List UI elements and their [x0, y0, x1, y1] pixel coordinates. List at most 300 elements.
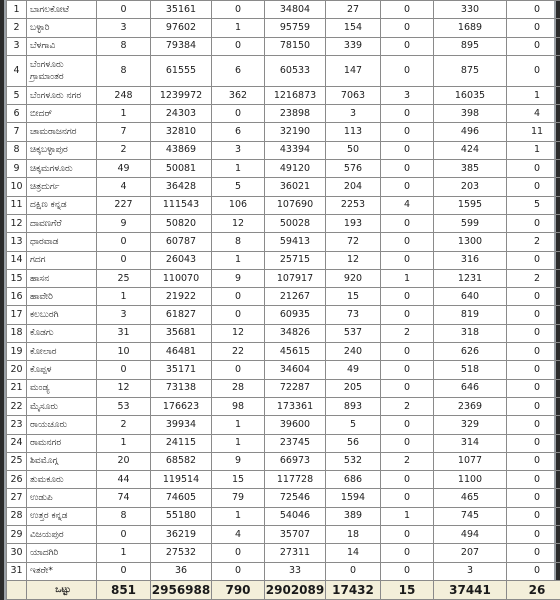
value-cell-1: 12 — [97, 379, 151, 397]
value-cell-6: 2 — [381, 397, 434, 415]
value-cell-3: 22 — [212, 343, 265, 361]
district-name-cell: ಬಾಗಲಕೋಟೆ — [27, 1, 97, 19]
value-cell-3: 0 — [212, 37, 265, 55]
table-row — [7, 379, 560, 397]
value-cell-5: 27 — [326, 1, 381, 19]
value-cell-8: 0 — [507, 544, 560, 562]
value-cell-2: 55180 — [151, 507, 212, 525]
value-cell-3: 6 — [212, 55, 265, 86]
serial-number-cell: 15 — [7, 269, 27, 287]
value-cell-7: 465 — [434, 489, 507, 507]
serial-number-cell: 8 — [7, 141, 27, 159]
district-name-cell: ಮೈಸೂರು — [27, 397, 97, 415]
value-cell-6: 0 — [381, 306, 434, 324]
serial-number-cell: 27 — [7, 489, 27, 507]
value-cell-3: 0 — [212, 1, 265, 19]
value-cell-4: 39600 — [265, 416, 326, 434]
value-cell-1: 74 — [97, 489, 151, 507]
total-value-cell-4: 2902089 — [265, 580, 326, 599]
value-cell-4: 59413 — [265, 233, 326, 251]
value-cell-3: 0 — [212, 306, 265, 324]
district-name-cell: ಇತರೇ* — [27, 562, 97, 580]
value-cell-1: 8 — [97, 55, 151, 86]
value-cell-6: 0 — [381, 233, 434, 251]
value-cell-3: 9 — [212, 452, 265, 470]
district-name-cell: ಹಾಸನ — [27, 269, 97, 287]
serial-number-cell: 30 — [7, 544, 27, 562]
value-cell-1: 44 — [97, 471, 151, 489]
value-cell-2: 119514 — [151, 471, 212, 489]
value-cell-1: 1 — [97, 288, 151, 306]
value-cell-1: 4 — [97, 178, 151, 196]
value-cell-3: 5 — [212, 178, 265, 196]
value-cell-7: 424 — [434, 141, 507, 159]
value-cell-5: 12 — [326, 251, 381, 269]
serial-number-cell: 20 — [7, 361, 27, 379]
value-cell-4: 72546 — [265, 489, 326, 507]
value-cell-4: 60533 — [265, 55, 326, 86]
value-cell-8: 1 — [507, 86, 560, 104]
value-cell-7: 16035 — [434, 86, 507, 104]
value-cell-1: 1 — [97, 105, 151, 123]
value-cell-6: 0 — [381, 1, 434, 19]
value-cell-8: 2 — [507, 233, 560, 251]
table-row — [7, 178, 560, 196]
value-cell-3: 1 — [212, 160, 265, 178]
value-cell-5: 193 — [326, 214, 381, 232]
value-cell-3: 0 — [212, 105, 265, 123]
value-cell-4: 34804 — [265, 1, 326, 19]
value-cell-8: 4 — [507, 105, 560, 123]
serial-number-cell: 9 — [7, 160, 27, 178]
value-cell-8: 0 — [507, 324, 560, 342]
value-cell-4: 107917 — [265, 269, 326, 287]
serial-number-cell: 6 — [7, 105, 27, 123]
value-cell-7: 1595 — [434, 196, 507, 214]
value-cell-8: 0 — [507, 288, 560, 306]
value-cell-8: 0 — [507, 416, 560, 434]
serial-number-cell: 3 — [7, 37, 27, 55]
value-cell-2: 176623 — [151, 397, 212, 415]
value-cell-5: 537 — [326, 324, 381, 342]
value-cell-5: 240 — [326, 343, 381, 361]
value-cell-5: 3 — [326, 105, 381, 123]
value-cell-5: 15 — [326, 288, 381, 306]
value-cell-6: 0 — [381, 123, 434, 141]
value-cell-6: 3 — [381, 86, 434, 104]
value-cell-4: 50028 — [265, 214, 326, 232]
value-cell-2: 68582 — [151, 452, 212, 470]
value-cell-5: 72 — [326, 233, 381, 251]
district-name-cell: ಗದಗ — [27, 251, 97, 269]
value-cell-2: 32810 — [151, 123, 212, 141]
value-cell-2: 36219 — [151, 526, 212, 544]
serial-number-cell: 26 — [7, 471, 27, 489]
table-row — [7, 452, 560, 470]
value-cell-7: 398 — [434, 105, 507, 123]
value-cell-3: 1 — [212, 507, 265, 525]
value-cell-6: 0 — [381, 214, 434, 232]
value-cell-3: 28 — [212, 379, 265, 397]
value-cell-8: 0 — [507, 251, 560, 269]
district-name-cell: ಬೆಂಗಳೂರು ಗ್ರಾಮಾಂತರ — [27, 55, 97, 86]
serial-number-cell: 18 — [7, 324, 27, 342]
serial-number-cell: 21 — [7, 379, 27, 397]
value-cell-7: 875 — [434, 55, 507, 86]
value-cell-7: 518 — [434, 361, 507, 379]
value-cell-7: 819 — [434, 306, 507, 324]
value-cell-2: 74605 — [151, 489, 212, 507]
district-name-cell: ಹಾವೇರಿ — [27, 288, 97, 306]
value-cell-1: 0 — [97, 233, 151, 251]
value-cell-4: 45615 — [265, 343, 326, 361]
table-row — [7, 86, 560, 104]
value-cell-4: 78150 — [265, 37, 326, 55]
table-row — [7, 123, 560, 141]
value-cell-6: 0 — [381, 343, 434, 361]
table-row — [7, 105, 560, 123]
value-cell-3: 1 — [212, 251, 265, 269]
serial-number-cell: 2 — [7, 19, 27, 37]
value-cell-8: 0 — [507, 55, 560, 86]
table-row — [7, 160, 560, 178]
serial-number-cell: 4 — [7, 55, 27, 86]
value-cell-3: 1 — [212, 434, 265, 452]
value-cell-7: 3 — [434, 562, 507, 580]
value-cell-3: 0 — [212, 544, 265, 562]
value-cell-1: 248 — [97, 86, 151, 104]
value-cell-4: 23898 — [265, 105, 326, 123]
serial-number-cell: 5 — [7, 86, 27, 104]
value-cell-2: 36428 — [151, 178, 212, 196]
value-cell-2: 110070 — [151, 269, 212, 287]
value-cell-5: 576 — [326, 160, 381, 178]
serial-number-cell: 16 — [7, 288, 27, 306]
serial-number-cell: 22 — [7, 397, 27, 415]
value-cell-7: 207 — [434, 544, 507, 562]
value-cell-2: 61555 — [151, 55, 212, 86]
table-row — [7, 562, 560, 580]
value-cell-1: 7 — [97, 123, 151, 141]
value-cell-1: 0 — [97, 526, 151, 544]
district-name-cell: ಉಡುಪಿ — [27, 489, 97, 507]
value-cell-2: 27532 — [151, 544, 212, 562]
table-row — [7, 19, 560, 37]
value-cell-3: 0 — [212, 288, 265, 306]
table-row — [7, 544, 560, 562]
value-cell-6: 0 — [381, 471, 434, 489]
table-body — [7, 1, 560, 600]
table-row — [7, 1, 560, 19]
value-cell-3: 79 — [212, 489, 265, 507]
value-cell-2: 24303 — [151, 105, 212, 123]
value-cell-8: 0 — [507, 434, 560, 452]
serial-number-cell: 31 — [7, 562, 27, 580]
value-cell-4: 49120 — [265, 160, 326, 178]
value-cell-4: 43394 — [265, 141, 326, 159]
value-cell-5: 154 — [326, 19, 381, 37]
value-cell-4: 66973 — [265, 452, 326, 470]
value-cell-6: 1 — [381, 269, 434, 287]
total-value-cell-6: 15 — [381, 580, 434, 599]
value-cell-8: 0 — [507, 361, 560, 379]
value-cell-8: 0 — [507, 1, 560, 19]
district-name-cell: ಕೊಪ್ಪಳ — [27, 361, 97, 379]
value-cell-1: 2 — [97, 416, 151, 434]
value-cell-6: 0 — [381, 562, 434, 580]
value-cell-2: 97602 — [151, 19, 212, 37]
value-cell-8: 0 — [507, 19, 560, 37]
value-cell-4: 34826 — [265, 324, 326, 342]
value-cell-2: 39934 — [151, 416, 212, 434]
value-cell-8: 0 — [507, 489, 560, 507]
value-cell-4: 54046 — [265, 507, 326, 525]
value-cell-8: 0 — [507, 160, 560, 178]
value-cell-5: 18 — [326, 526, 381, 544]
value-cell-1: 8 — [97, 37, 151, 55]
table-row — [7, 324, 560, 342]
value-cell-7: 895 — [434, 37, 507, 55]
value-cell-6: 0 — [381, 489, 434, 507]
value-cell-6: 0 — [381, 361, 434, 379]
district-name-cell: ಯಾದಗಿರಿ — [27, 544, 97, 562]
value-cell-5: 147 — [326, 55, 381, 86]
table-row — [7, 37, 560, 55]
district-name-cell: ಕೊಡಗು — [27, 324, 97, 342]
value-cell-6: 0 — [381, 526, 434, 544]
value-cell-3: 0 — [212, 562, 265, 580]
value-cell-8: 0 — [507, 306, 560, 324]
value-cell-7: 599 — [434, 214, 507, 232]
value-cell-2: 79384 — [151, 37, 212, 55]
value-cell-3: 9 — [212, 269, 265, 287]
value-cell-6: 0 — [381, 379, 434, 397]
value-cell-4: 95759 — [265, 19, 326, 37]
value-cell-1: 0 — [97, 562, 151, 580]
district-name-cell: ಉತ್ತರ ಕನ್ನಡ — [27, 507, 97, 525]
value-cell-3: 1 — [212, 19, 265, 37]
total-value-cell-1: 851 — [97, 580, 151, 599]
value-cell-2: 24115 — [151, 434, 212, 452]
value-cell-6: 0 — [381, 160, 434, 178]
value-cell-1: 8 — [97, 507, 151, 525]
table-row — [7, 196, 560, 214]
total-value-cell-8: 26 — [507, 580, 560, 599]
value-cell-5: 0 — [326, 562, 381, 580]
table-row — [7, 489, 560, 507]
value-cell-5: 920 — [326, 269, 381, 287]
district-name-cell: ಕೋಲಾರ — [27, 343, 97, 361]
value-cell-4: 173361 — [265, 397, 326, 415]
district-name-cell: ಚಾಮರಾಜನಗರ — [27, 123, 97, 141]
value-cell-1: 2 — [97, 141, 151, 159]
value-cell-8: 0 — [507, 214, 560, 232]
value-cell-8: 0 — [507, 397, 560, 415]
value-cell-3: 98 — [212, 397, 265, 415]
value-cell-2: 35171 — [151, 361, 212, 379]
total-label: ಒಟ್ಟು — [27, 580, 97, 599]
value-cell-2: 26043 — [151, 251, 212, 269]
value-cell-6: 2 — [381, 324, 434, 342]
serial-number-cell: 10 — [7, 178, 27, 196]
value-cell-6: 0 — [381, 544, 434, 562]
value-cell-4: 1216873 — [265, 86, 326, 104]
value-cell-7: 314 — [434, 434, 507, 452]
value-cell-2: 111543 — [151, 196, 212, 214]
value-cell-4: 25715 — [265, 251, 326, 269]
serial-number-cell: 25 — [7, 452, 27, 470]
value-cell-6: 2 — [381, 452, 434, 470]
table-row — [7, 306, 560, 324]
value-cell-1: 3 — [97, 19, 151, 37]
value-cell-3: 1 — [212, 416, 265, 434]
value-cell-6: 1 — [381, 507, 434, 525]
district-name-cell: ಬಳ್ಳಾರಿ — [27, 19, 97, 37]
value-cell-4: 27311 — [265, 544, 326, 562]
value-cell-4: 23745 — [265, 434, 326, 452]
value-cell-4: 33 — [265, 562, 326, 580]
value-cell-7: 1077 — [434, 452, 507, 470]
value-cell-5: 50 — [326, 141, 381, 159]
district-name-cell: ದಕ್ಷಿಣ ಕನ್ನಡ — [27, 196, 97, 214]
value-cell-7: 494 — [434, 526, 507, 544]
total-value-cell-2: 2956988 — [151, 580, 212, 599]
value-cell-4: 35707 — [265, 526, 326, 544]
value-cell-4: 107690 — [265, 196, 326, 214]
total-serial-cell — [7, 580, 27, 599]
value-cell-3: 3 — [212, 141, 265, 159]
district-name-cell: ಶಿವಮೊಗ್ಗ — [27, 452, 97, 470]
value-cell-4: 60935 — [265, 306, 326, 324]
value-cell-4: 34604 — [265, 361, 326, 379]
value-cell-3: 362 — [212, 86, 265, 104]
total-value-cell-5: 17432 — [326, 580, 381, 599]
serial-number-cell: 24 — [7, 434, 27, 452]
value-cell-5: 389 — [326, 507, 381, 525]
value-cell-6: 0 — [381, 19, 434, 37]
value-cell-7: 329 — [434, 416, 507, 434]
value-cell-2: 21922 — [151, 288, 212, 306]
table-row — [7, 343, 560, 361]
value-cell-2: 50820 — [151, 214, 212, 232]
value-cell-6: 0 — [381, 288, 434, 306]
table-frame — [4, 0, 556, 600]
value-cell-3: 12 — [212, 214, 265, 232]
value-cell-5: 5 — [326, 416, 381, 434]
table-row — [7, 471, 560, 489]
serial-number-cell: 19 — [7, 343, 27, 361]
value-cell-2: 1239972 — [151, 86, 212, 104]
district-name-cell: ಚಿಕ್ಕಮಗಳೂರು — [27, 160, 97, 178]
value-cell-6: 0 — [381, 55, 434, 86]
value-cell-1: 3 — [97, 306, 151, 324]
value-cell-1: 227 — [97, 196, 151, 214]
value-cell-6: 0 — [381, 251, 434, 269]
value-cell-4: 117728 — [265, 471, 326, 489]
total-value-cell-7: 37441 — [434, 580, 507, 599]
value-cell-8: 0 — [507, 343, 560, 361]
value-cell-7: 496 — [434, 123, 507, 141]
value-cell-6: 0 — [381, 178, 434, 196]
value-cell-7: 640 — [434, 288, 507, 306]
district-name-cell: ರಾಮನಗರ — [27, 434, 97, 452]
value-cell-7: 1689 — [434, 19, 507, 37]
value-cell-2: 43869 — [151, 141, 212, 159]
value-cell-2: 73138 — [151, 379, 212, 397]
value-cell-8: 0 — [507, 526, 560, 544]
table-row — [7, 416, 560, 434]
value-cell-5: 73 — [326, 306, 381, 324]
value-cell-1: 0 — [97, 251, 151, 269]
value-cell-5: 893 — [326, 397, 381, 415]
serial-number-cell: 14 — [7, 251, 27, 269]
value-cell-8: 0 — [507, 452, 560, 470]
district-name-cell: ಬೆಳಗಾವಿ — [27, 37, 97, 55]
value-cell-4: 36021 — [265, 178, 326, 196]
value-cell-1: 0 — [97, 1, 151, 19]
value-cell-5: 14 — [326, 544, 381, 562]
serial-number-cell: 23 — [7, 416, 27, 434]
value-cell-7: 330 — [434, 1, 507, 19]
value-cell-5: 56 — [326, 434, 381, 452]
district-cases-table — [6, 0, 560, 600]
value-cell-1: 49 — [97, 160, 151, 178]
value-cell-6: 0 — [381, 37, 434, 55]
value-cell-7: 1100 — [434, 471, 507, 489]
serial-number-cell: 17 — [7, 306, 27, 324]
value-cell-3: 12 — [212, 324, 265, 342]
value-cell-2: 46481 — [151, 343, 212, 361]
value-cell-5: 7063 — [326, 86, 381, 104]
value-cell-5: 1594 — [326, 489, 381, 507]
value-cell-2: 35161 — [151, 1, 212, 19]
district-name-cell: ಬೀದರ್ — [27, 105, 97, 123]
value-cell-7: 2369 — [434, 397, 507, 415]
value-cell-1: 31 — [97, 324, 151, 342]
serial-number-cell: 29 — [7, 526, 27, 544]
value-cell-8: 0 — [507, 562, 560, 580]
value-cell-1: 1 — [97, 434, 151, 452]
table-row — [7, 434, 560, 452]
value-cell-8: 0 — [507, 37, 560, 55]
district-name-cell: ಚಿತ್ರದುರ್ಗ — [27, 178, 97, 196]
value-cell-3: 15 — [212, 471, 265, 489]
value-cell-1: 1 — [97, 544, 151, 562]
serial-number-cell: 13 — [7, 233, 27, 251]
district-name-cell: ವಿಜಯಪುರ — [27, 526, 97, 544]
value-cell-6: 4 — [381, 196, 434, 214]
value-cell-7: 318 — [434, 324, 507, 342]
value-cell-4: 32190 — [265, 123, 326, 141]
value-cell-5: 49 — [326, 361, 381, 379]
value-cell-5: 204 — [326, 178, 381, 196]
value-cell-7: 1231 — [434, 269, 507, 287]
value-cell-2: 35681 — [151, 324, 212, 342]
value-cell-6: 0 — [381, 416, 434, 434]
value-cell-7: 745 — [434, 507, 507, 525]
value-cell-5: 205 — [326, 379, 381, 397]
table-row — [7, 397, 560, 415]
table-row — [7, 269, 560, 287]
district-name-cell: ತುಮಕೂರು — [27, 471, 97, 489]
value-cell-8: 0 — [507, 178, 560, 196]
value-cell-4: 72287 — [265, 379, 326, 397]
value-cell-8: 0 — [507, 471, 560, 489]
value-cell-7: 316 — [434, 251, 507, 269]
value-cell-8: 0 — [507, 507, 560, 525]
table-row — [7, 214, 560, 232]
value-cell-2: 61827 — [151, 306, 212, 324]
